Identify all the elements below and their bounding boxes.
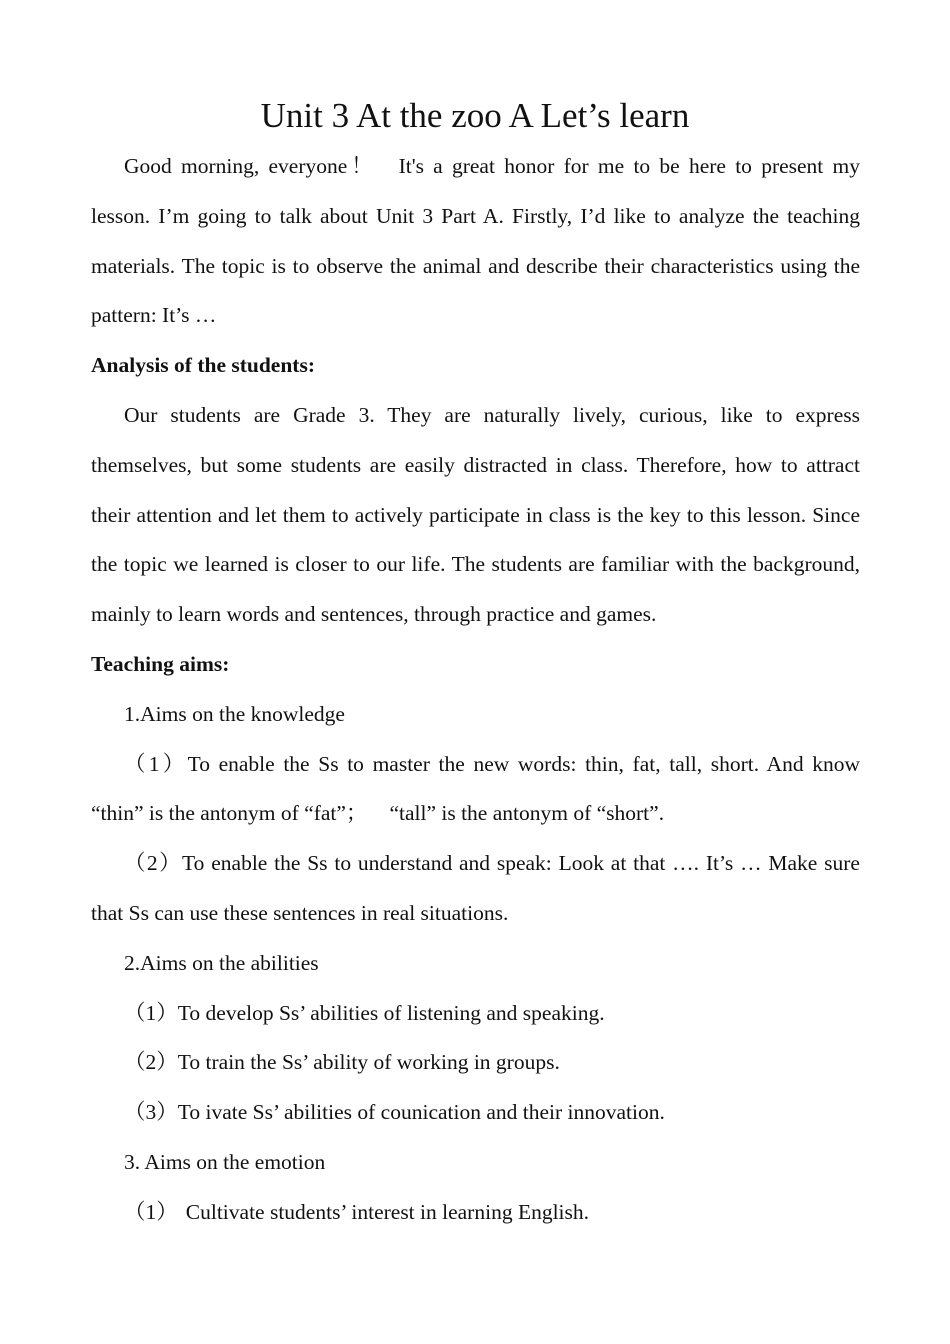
emotion-item-1: （1） Cultivate students’ interest in learning English. bbox=[124, 1199, 590, 1224]
intro-greeting: Good morning, everyone！ bbox=[124, 154, 377, 178]
document-body bbox=[91, 142, 860, 1238]
emotion-aims-title: 3. Aims on the emotion bbox=[124, 1149, 326, 1174]
students-paragraph: Our students are Grade 3. They are naturally lively, curious, like to express themselves, but some students are easily distracted in class. Therefore, how to attract their attention and let them to actively participate in class is the key to this lesson. Since the topic we learned is closer to our life. The students are familiar with the background, mainly to learn words and sentences, through practice and games. bbox=[91, 402, 860, 627]
abilities-item-3: （3）To ivate Ss’ abilities of counication and their innovation. bbox=[124, 1100, 665, 1125]
list-marker: （3） bbox=[124, 1100, 178, 1125]
students-heading: Analysis of the students: bbox=[91, 353, 315, 378]
abilities-aims-title: 2.Aims on the abilities bbox=[124, 950, 319, 975]
list-marker: （1） bbox=[124, 1000, 178, 1025]
document-title: Unit 3 At the zoo A Let’s learn bbox=[260, 96, 690, 135]
abilities-item-1: （1）To develop Ss’ abilities of listening and speaking. bbox=[124, 1000, 605, 1025]
abilities-item-2: （2）To train the Ss’ ability of working in groups. bbox=[124, 1050, 560, 1075]
knowledge-aims-title: 1.Aims on the knowledge bbox=[124, 701, 345, 726]
knowledge-item-2: （2）To enable the Ss to understand and speak: Look at that …. It’s … Make sure that Ss can use these sentences in real situations. bbox=[91, 851, 860, 925]
intro-text: It's a great honor for me to be here to present my lesson. I’m going to talk about Unit 3 Part A. Firstly, I’d like to analyze the teaching materials. The topic is to observe the animal and describe their characteristics using the pattern: It’s … bbox=[91, 154, 860, 328]
aims-heading: Teaching aims: bbox=[91, 651, 230, 676]
knowledge-item-1: （1）To enable the Ss to master the new words: thin, fat, tall, short. And know “thin” is the antonym of “fat”； “tall” is the antonym of “short”. bbox=[91, 751, 860, 826]
list-marker: （2） bbox=[124, 1050, 178, 1075]
list-marker: （1） bbox=[124, 751, 188, 776]
list-marker: （2） bbox=[124, 851, 183, 876]
intro-paragraph bbox=[91, 142, 860, 341]
list-marker: （1） bbox=[124, 1199, 178, 1224]
